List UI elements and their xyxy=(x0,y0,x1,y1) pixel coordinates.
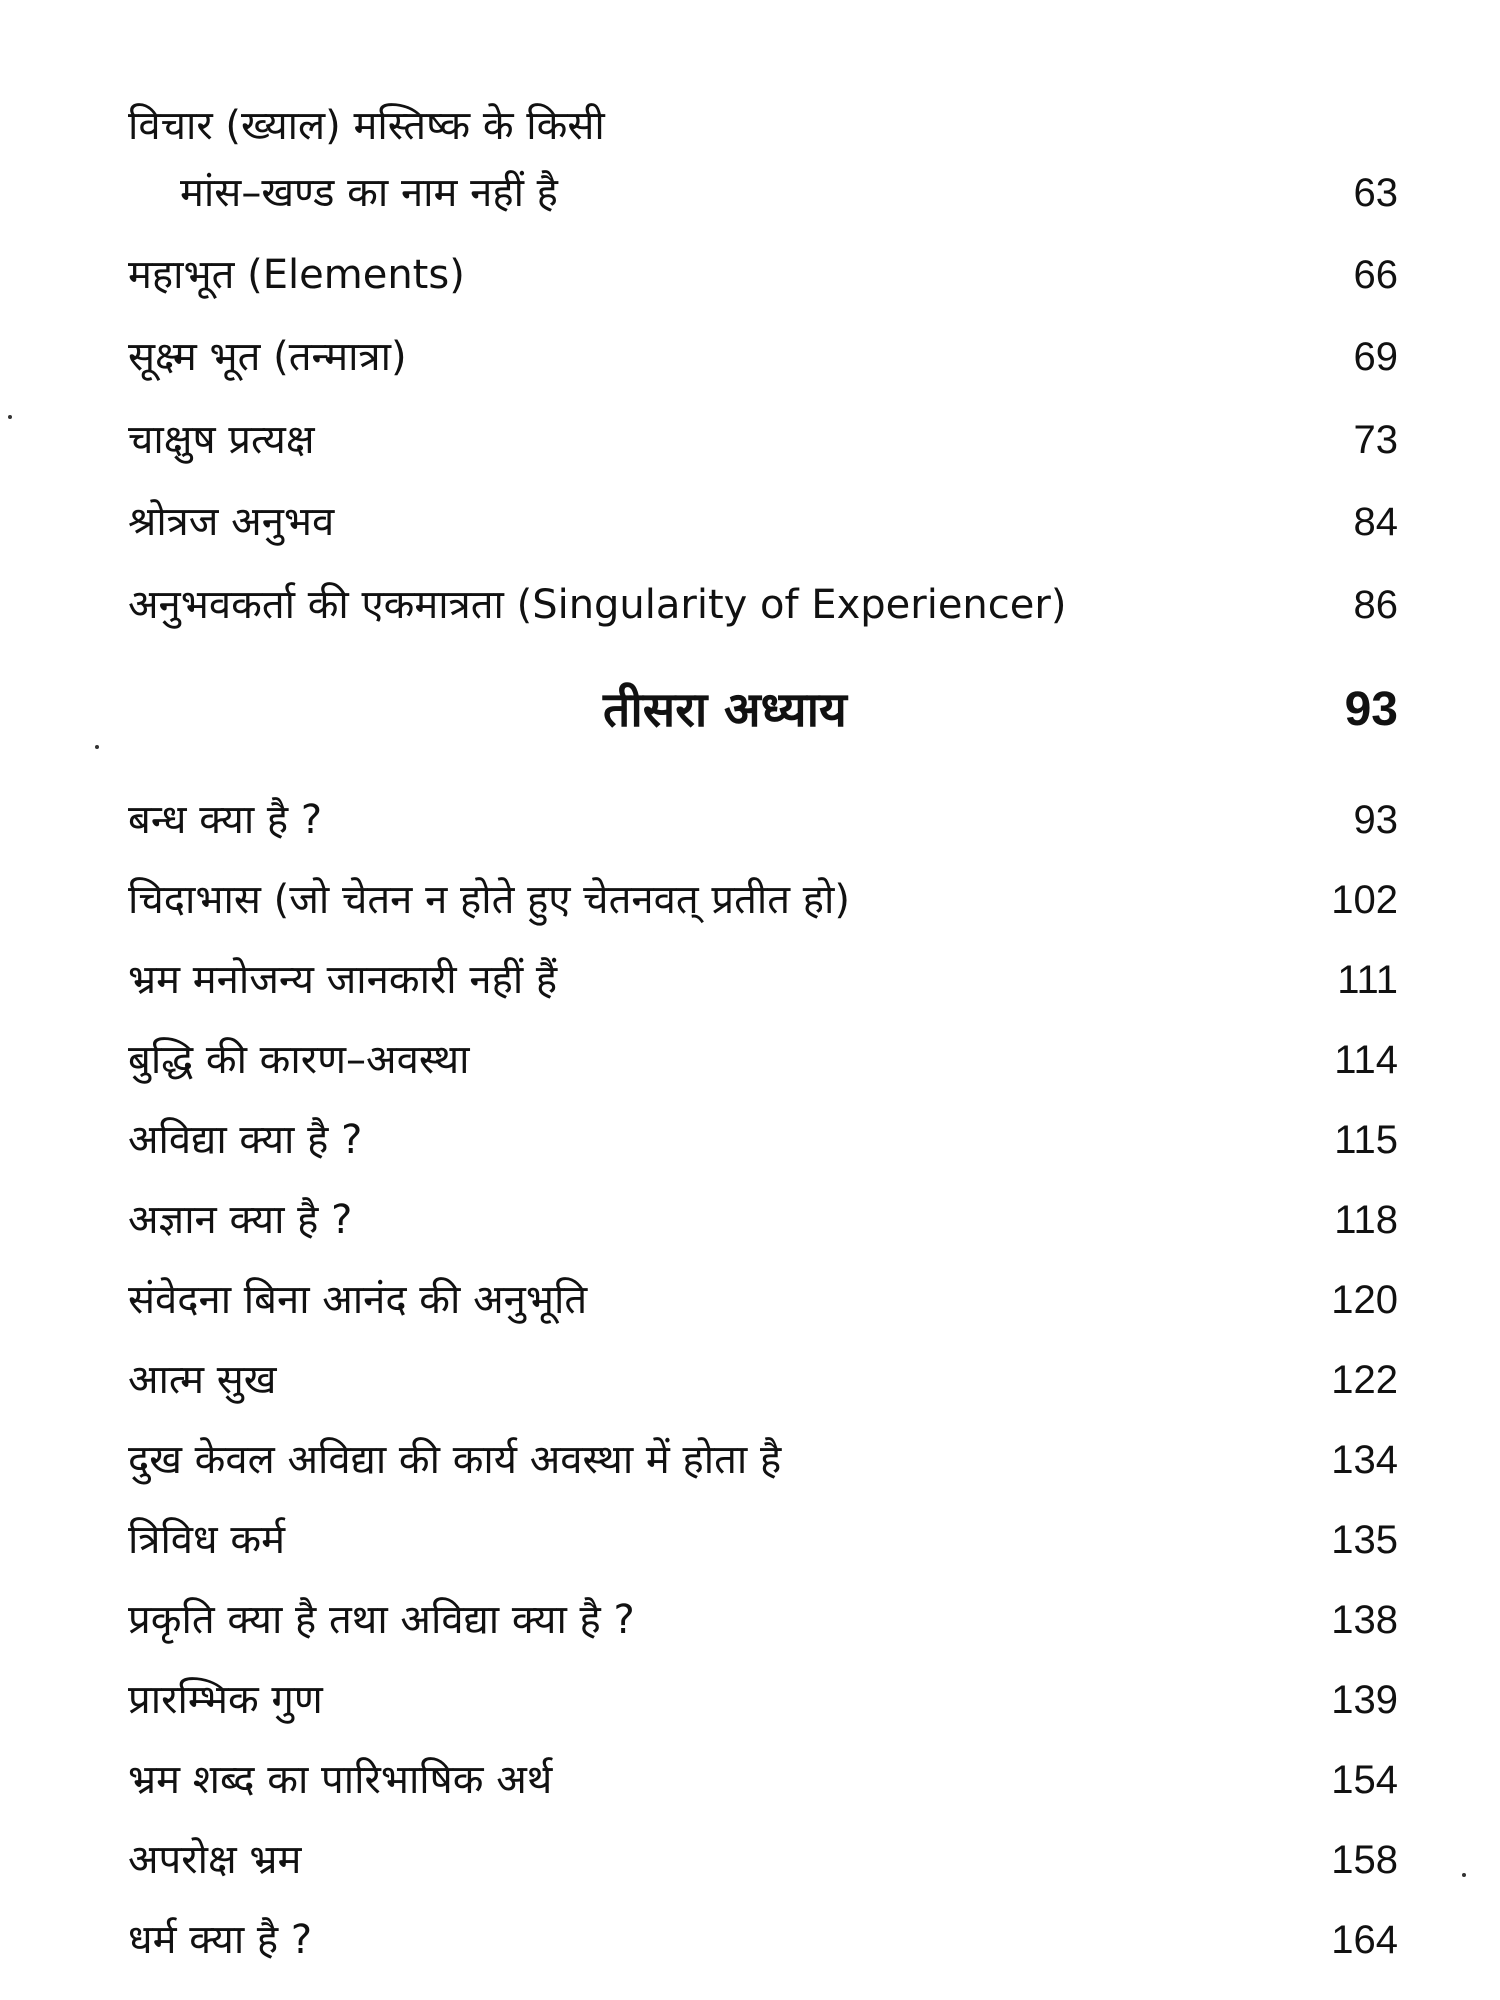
toc-entry-page: 66 xyxy=(1353,253,1398,297)
toc-entry-title: महाभूत (Elements) xyxy=(128,252,465,298)
toc-entry xyxy=(128,1510,1398,1570)
toc-entry xyxy=(128,96,1398,156)
toc-entry xyxy=(128,1670,1398,1730)
toc-entry-title: चिदाभास (जो चेतन न होते हुए चेतनवत् प्रतीत हो) xyxy=(128,877,850,923)
toc-entry-page: 115 xyxy=(1334,1118,1398,1162)
toc-entry xyxy=(128,1430,1398,1490)
toc-entry-title: त्रिविध कर्म xyxy=(128,1517,285,1563)
toc-entry xyxy=(128,327,1398,387)
toc-entry-title: भ्रम मनोजन्य जानकारी नहीं हैं xyxy=(128,957,558,1003)
toc-entry xyxy=(128,790,1398,850)
chapter-heading xyxy=(128,675,1398,745)
toc-entry-title: बन्ध क्या है ? xyxy=(128,797,323,843)
toc-entry-title: अविद्या क्या है ? xyxy=(128,1117,363,1163)
toc-entry-title: धर्म क्या है ? xyxy=(128,1917,313,1963)
toc-entry xyxy=(128,245,1398,305)
toc-entry-page: 93 xyxy=(1353,798,1398,842)
toc-entry xyxy=(128,492,1398,552)
toc-entry-page: 154 xyxy=(1331,1758,1398,1802)
toc-entry-page: 134 xyxy=(1331,1438,1398,1482)
toc-entry-title: दुख केवल अविद्या की कार्य अवस्था में होता है xyxy=(128,1437,782,1483)
toc-entry-page: 139 xyxy=(1331,1678,1398,1722)
scan-speck xyxy=(95,745,99,749)
toc-entry xyxy=(128,1350,1398,1410)
toc-entry xyxy=(128,870,1398,930)
toc-entry-title: भ्रम शब्द का पारिभाषिक अर्थ xyxy=(128,1757,553,1803)
toc-entry-page: 158 xyxy=(1331,1838,1398,1882)
toc-entry-title: संवेदना बिना आनंद की अनुभूति xyxy=(128,1277,588,1323)
toc-entry-page: 164 xyxy=(1331,1918,1398,1962)
toc-entry-title: सूक्ष्म भूत (तन्मात्रा) xyxy=(128,334,407,380)
toc-entry-title: प्रारम्भिक गुण xyxy=(128,1677,323,1723)
scan-speck xyxy=(8,415,12,419)
toc-entry-title: अनुभवकर्ता की एकमात्रता (Singularity of Experiencer) xyxy=(128,582,1067,628)
toc-entry-page: 135 xyxy=(1331,1518,1398,1562)
toc-entry xyxy=(128,1590,1398,1650)
toc-entry xyxy=(128,950,1398,1010)
chapter-title: तीसरा अध्याय xyxy=(603,682,847,738)
toc-entry xyxy=(128,1910,1398,1970)
toc-entry-page: 69 xyxy=(1353,335,1398,379)
toc-entry-page: 111 xyxy=(1337,958,1398,1002)
toc-entry-page: 63 xyxy=(1353,171,1398,215)
toc-entry-title: अज्ञान क्या है ? xyxy=(128,1197,353,1243)
toc-entry-page: 138 xyxy=(1331,1598,1398,1642)
toc-entry-title: आत्म सुख xyxy=(128,1357,277,1403)
scan-speck xyxy=(1462,1873,1466,1877)
toc-entry xyxy=(128,575,1398,635)
toc-entry xyxy=(128,1270,1398,1330)
toc-entry-page: 114 xyxy=(1334,1038,1398,1082)
chapter-page: 93 xyxy=(1344,683,1398,736)
toc-entry-title-line1: विचार (ख्याल) मस्तिष्क के किसी xyxy=(128,103,605,149)
toc-entry-title: श्रोत्रज अनुभव xyxy=(128,499,335,545)
toc-entry-title: प्रकृति क्या है तथा अविद्या क्या है ? xyxy=(128,1597,635,1643)
toc-entry xyxy=(128,410,1398,470)
toc-entry xyxy=(128,1110,1398,1170)
toc-entry-page: 122 xyxy=(1331,1358,1398,1402)
toc-entry-title: चाक्षुष प्रत्यक्ष xyxy=(128,417,315,463)
toc-entry xyxy=(128,1830,1398,1890)
toc-entry xyxy=(128,1190,1398,1250)
toc-entry-title: अपरोक्ष भ्रम xyxy=(128,1837,302,1883)
toc-entry xyxy=(128,163,1398,223)
toc-entry-page: 84 xyxy=(1353,500,1398,544)
toc-entry-page: 118 xyxy=(1334,1198,1398,1242)
toc-entry-page: 86 xyxy=(1353,583,1398,627)
toc-entry-title: बुद्धि की कारण–अवस्था xyxy=(128,1037,470,1083)
toc-entry xyxy=(128,1750,1398,1810)
toc-entry xyxy=(128,1030,1398,1090)
toc-entry-title-line2: मांस–खण्ड का नाम नहीं है xyxy=(180,170,558,216)
toc-entry-page: 73 xyxy=(1353,418,1398,462)
toc-entry-page: 120 xyxy=(1331,1278,1398,1322)
toc-entry-page: 102 xyxy=(1331,878,1398,922)
